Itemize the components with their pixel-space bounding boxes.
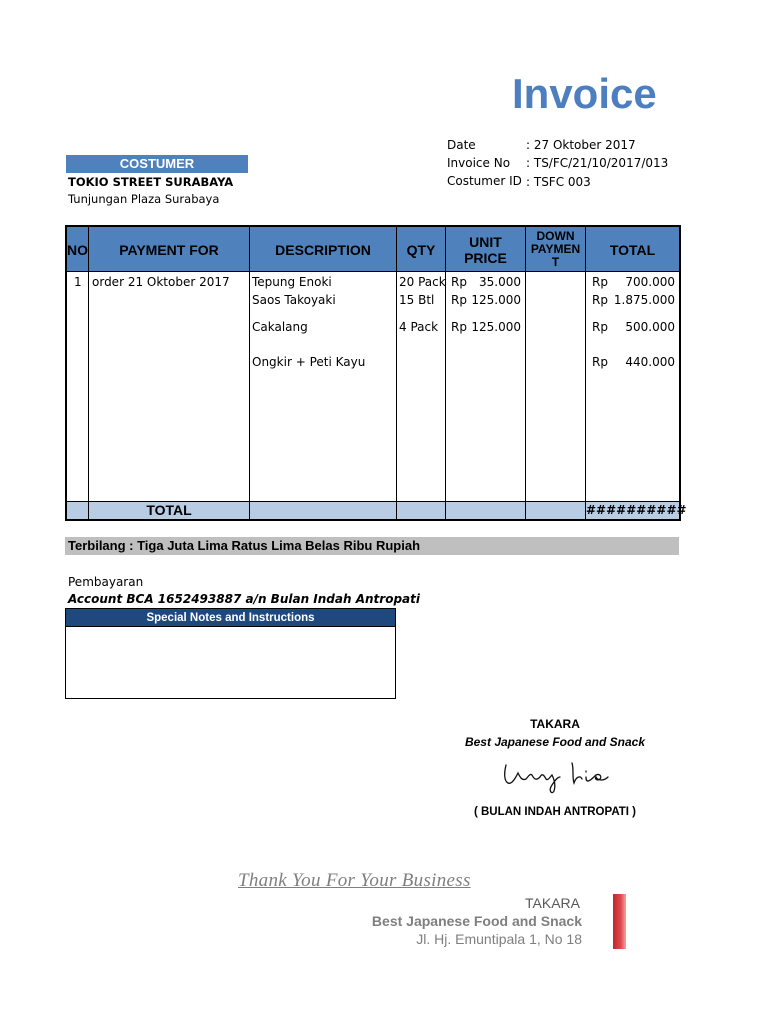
item-unit-price: 125.000 — [471, 293, 521, 307]
item-unit-currency: Rp — [451, 293, 467, 307]
payment-account: Account BCA 1652493887 a/n Bulan Indah Antropati — [68, 592, 420, 606]
item-total-currency: Rp — [592, 320, 608, 334]
item-total: 440.000 — [625, 355, 675, 369]
total-label: TOTAL — [146, 502, 192, 518]
item-description: Saos Takoyaki — [252, 293, 336, 307]
date-value: : 27 Oktober 2017 — [526, 138, 636, 152]
item-total-currency: Rp — [592, 293, 608, 307]
special-notes-header: Special Notes and Instructions — [66, 609, 395, 627]
item-qty: 4 Pack — [399, 320, 439, 334]
footer-tagline: Best Japanese Food and Snack — [371, 913, 582, 929]
payment-label: Pembayaran — [68, 575, 144, 589]
header-down-payment-line1: DOWN — [536, 229, 575, 243]
item-unit-price: 125.000 — [471, 320, 521, 334]
header-description: DESCRIPTION — [275, 241, 371, 258]
customer-name: TOKIO STREET SURABAYA — [68, 175, 234, 189]
item-description: Tepung Enoki — [252, 275, 332, 289]
item-total: 700.000 — [625, 275, 675, 289]
header-payment-for: PAYMENT FOR — [119, 241, 219, 258]
item-total-currency: Rp — [592, 355, 608, 369]
footer-accent-bar — [613, 894, 626, 949]
item-description: Cakalang — [252, 320, 308, 334]
amount-in-words: Terbilang : Tiga Juta Lima Ratus Lima Belas Ribu Rupiah — [65, 537, 679, 555]
customer-id-label: Costumer ID — [447, 174, 522, 188]
invoice-title: Invoice — [512, 70, 657, 117]
item-description: Ongkir + Peti Kayu — [252, 355, 366, 369]
invoice-no-value: : TS/FC/21/10/2017/013 — [526, 156, 669, 170]
header-down-payment-line2: PAYMEN — [530, 242, 581, 256]
signature-company: TAKARA — [530, 717, 580, 731]
item-qty: 20 Pack — [399, 275, 446, 289]
item-unit-price: 35.000 — [479, 275, 521, 289]
footer-company: TAKARA — [525, 895, 580, 911]
invoice-table — [65, 225, 687, 521]
customer-address: Tunjungan Plaza Surabaya — [68, 192, 220, 206]
invoice-no-label: Invoice No — [447, 156, 511, 170]
item-total: 500.000 — [625, 320, 675, 334]
special-notes-box — [65, 608, 396, 699]
handwritten-signature — [500, 755, 610, 795]
header-total: TOTAL — [609, 241, 656, 258]
item-unit-currency: Rp — [451, 275, 467, 289]
total-value: ########## — [586, 503, 687, 517]
date-label: Date — [447, 138, 476, 152]
item-qty: 15 Btl — [399, 293, 435, 307]
thank-you-message: Thank You For Your Business — [238, 870, 471, 891]
header-qty: QTY — [406, 241, 436, 258]
customer-header: COSTUMER — [66, 155, 248, 173]
customer-id-value: : TSFC 003 — [526, 175, 591, 189]
row-payment-for: order 21 Oktober 2017 — [92, 275, 230, 289]
header-down-payment — [526, 227, 585, 272]
header-down-payment-line3: T — [551, 255, 560, 269]
signature-tagline: Best Japanese Food and Snack — [464, 735, 646, 749]
item-total: 1.875.000 — [613, 293, 675, 307]
header-unit-price: UNIT PRICE — [464, 233, 507, 266]
header-no: NO — [67, 241, 88, 258]
signatory-name: ( BULAN INDAH ANTROPATI ) — [473, 806, 637, 818]
footer-address: Jl. Hj. Emuntipala 1, No 18 — [416, 931, 582, 947]
row-number: 1 — [74, 275, 82, 289]
item-unit-currency: Rp — [451, 320, 467, 334]
item-total-currency: Rp — [592, 275, 608, 289]
